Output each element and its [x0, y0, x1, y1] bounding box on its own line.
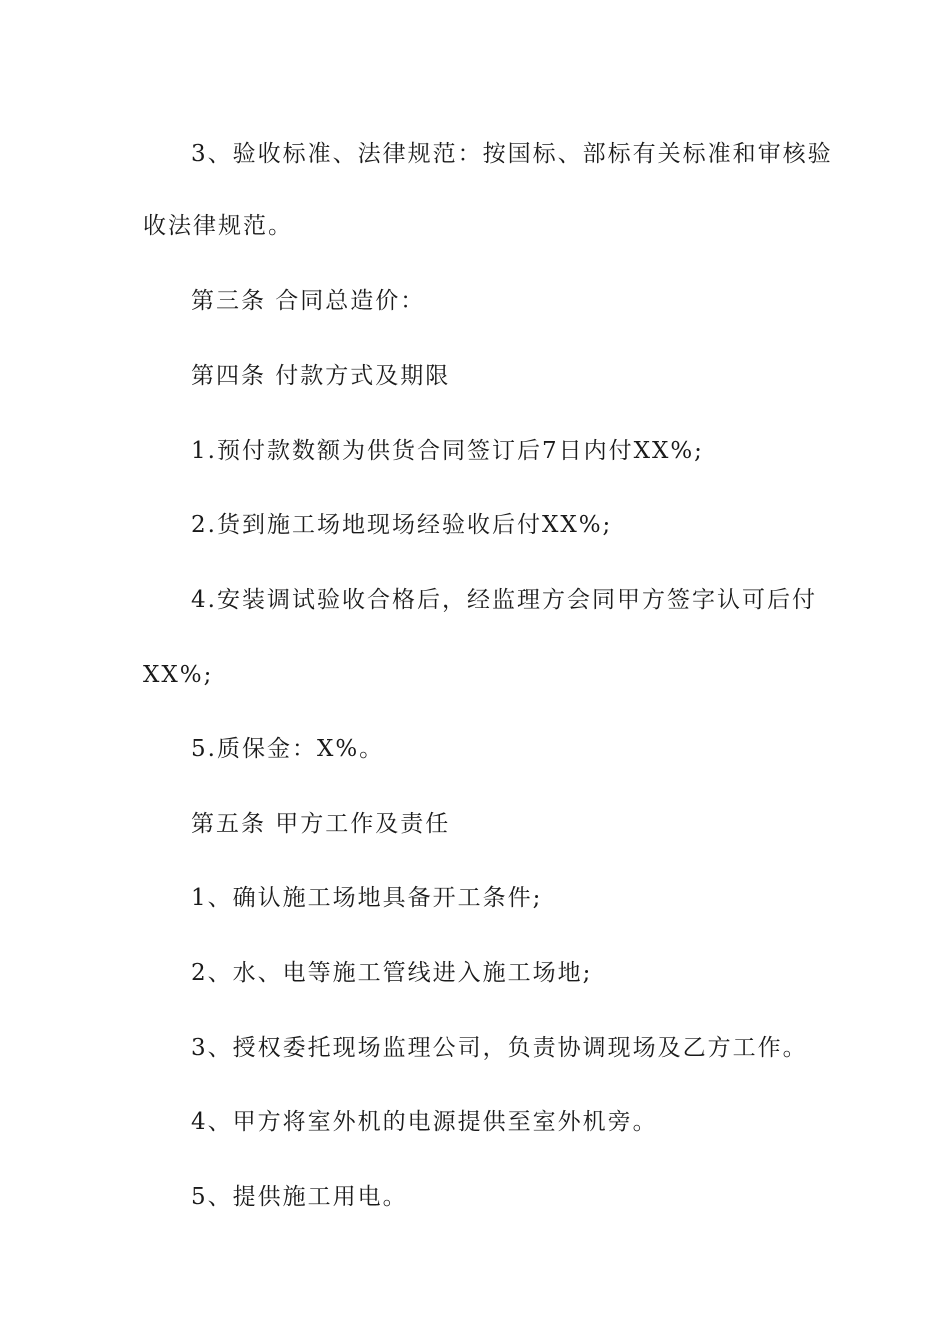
- paragraph-line: 1、确认施工场地具备开工条件;: [191, 885, 543, 911]
- paragraph-line: 2、水、电等施工管线进入施工场地;: [191, 960, 593, 986]
- paragraph-line: 5.质保金：X%。: [191, 736, 385, 762]
- section-heading: 第三条 合同总造价：: [191, 288, 426, 314]
- paragraph-line: 5、提供施工用电。: [191, 1184, 408, 1210]
- paragraph-line: 1.预付款数额为供货合同签订后7日内付XX%;: [191, 438, 704, 464]
- paragraph-line: 4.安装调试验收合格后，经监理方会同甲方签字认可后付: [191, 587, 817, 613]
- paragraph-line: 2.货到施工场地现场经验收后付XX%;: [191, 512, 613, 538]
- section-heading: 第五条 甲方工作及责任: [191, 811, 451, 837]
- paragraph-line: XX%;: [143, 662, 214, 688]
- paragraph-line: 3、授权委托现场监理公司，负责协调现场及乙方工作。: [191, 1035, 808, 1061]
- paragraph-line: 3、验收标准、法律规范：按国标、部标有关标准和审核验: [191, 141, 833, 167]
- paragraph-line: 4、甲方将室外机的电源提供至室外机旁。: [191, 1109, 658, 1135]
- paragraph-line: 收法律规范。: [143, 213, 293, 239]
- section-heading: 第四条 付款方式及期限: [191, 363, 451, 389]
